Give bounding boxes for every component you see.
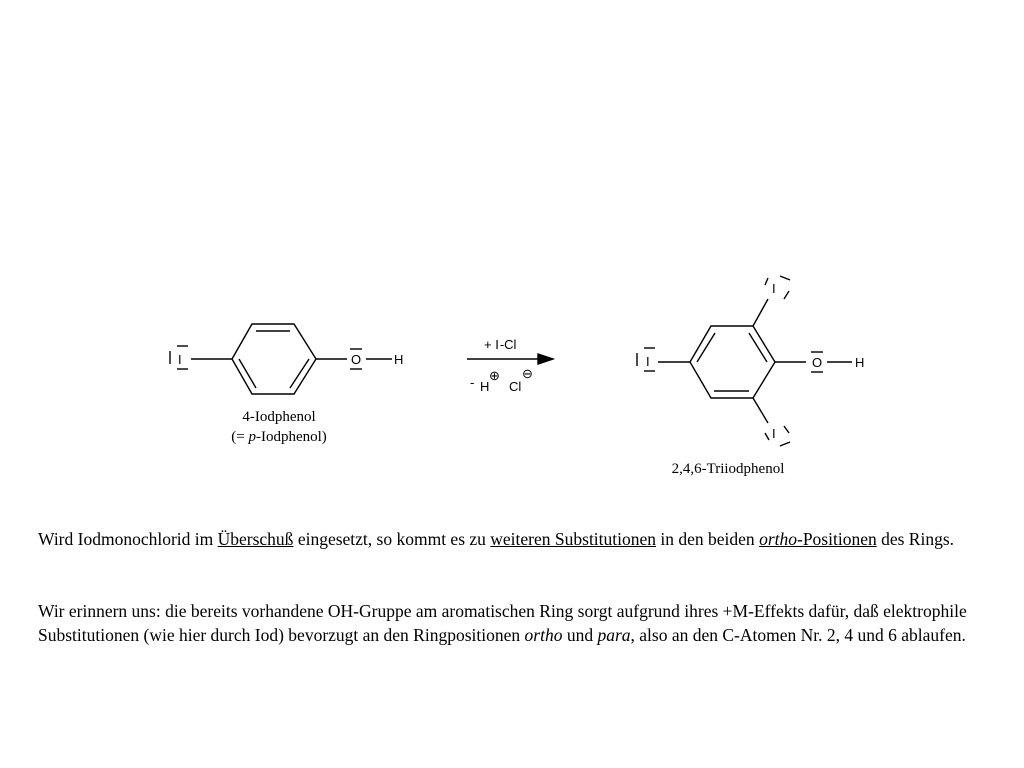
byproduct-hydrogen: H <box>480 379 490 394</box>
product-bottom-iodine-atom: I <box>772 426 776 441</box>
reactant-name: 4-Iodphenol <box>242 409 316 425</box>
product-para-iodine-atom: I <box>646 354 650 369</box>
reactant-iodine-atom: I <box>178 352 182 367</box>
plus-charge-icon: ⊕ <box>489 368 500 383</box>
reagent-label: + I-Cl <box>484 337 517 352</box>
product-name: 2,4,6-Triiodphenol <box>671 461 785 477</box>
product-structure <box>637 276 864 446</box>
product-oxygen-atom: O <box>812 355 823 370</box>
paragraph-excess-substitution: Wird Iodmonochlorid im Überschuß eingesetzt, so kommt es zu weiteren Substitutionen in den beiden ortho-Positionen des Rings. <box>38 529 955 549</box>
product-hydrogen-atom: H <box>855 355 865 370</box>
reactant-structure <box>170 324 403 394</box>
byproduct-chlorine: Cl <box>509 379 522 394</box>
reaction-arrow <box>467 354 553 364</box>
reactant-alt-name: (= p-Iodphenol) <box>231 429 327 445</box>
minus-charge-icon: ⊖ <box>522 366 533 381</box>
reactant-oxygen-atom: O <box>351 352 362 367</box>
product-top-iodine-atom: I <box>772 281 776 296</box>
byproduct-minus: - <box>470 375 475 390</box>
paragraph-directing-effect: Wir erinnern uns: die bereits vorhandene OH-Gruppe am aromatischen Ring sorgt aufgrund ihres +M-Effekts dafür, daß elektrophile Substitutionen (wie hier durch Iod) bevorzugt an den Ringpositionen ortho und para, also an den C-Atomen Nr. 2, 4 und 6 ablaufen. <box>38 601 967 645</box>
reactant-hydrogen-atom: H <box>394 352 404 367</box>
